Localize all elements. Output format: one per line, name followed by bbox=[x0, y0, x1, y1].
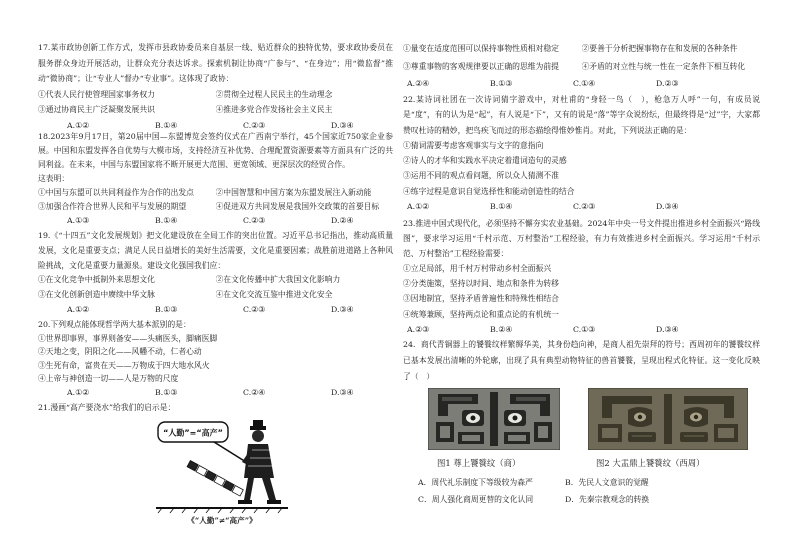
answer-b: B.①④ bbox=[155, 216, 178, 225]
answer-c: C.①④ bbox=[573, 79, 596, 88]
option-1: ①中国与东盟可以共同利益作为合作的出发点 bbox=[38, 188, 194, 197]
answer-c: C.②③ bbox=[243, 120, 266, 130]
option-2: ②要善于分析把握事物存在和发展的各种条件 bbox=[581, 44, 738, 53]
option-1: ①代表人民行使管理国家事务权力 bbox=[38, 89, 155, 99]
question-21-options bbox=[403, 40, 760, 93]
answer-c: C.②③ bbox=[243, 216, 266, 225]
answer-d: D.②④ bbox=[331, 216, 354, 225]
option-4: ④在文化交流互鉴中推进文化安全 bbox=[215, 290, 333, 300]
question-stem: 22.某诗词社团在一次诗词猜字游戏中，对杜甫的“身轻一鸟（ ），枪急万人呼”一句，有成员说是“度”，有的认为是“起”，有人说是“下”，又有的说是“落”等字众说纷纭，但最终得是“过”字，大家都赞叹杜诗的精妙，把鸟疾飞而过的形态描绘得惟妙惟肖。对此，下列说法正确的是： bbox=[403, 95, 760, 135]
option-1: ①量变在适度范围可以保持事物性质相对稳定 bbox=[403, 44, 559, 53]
comic-illustration bbox=[152, 416, 292, 516]
answer-a: A.①② bbox=[67, 304, 90, 314]
option-4: ④推进多党合作发扬社会主义民主 bbox=[215, 105, 333, 114]
question-stem: 23.推进中国式现代化，必须坚持不懈夯实农业基础。2024年中央一号文件提出推进乡村全面振兴“路线图”，要求学习运用“千村示范、万村整治”工程经验，有力有效推进乡村全面振兴。学习运用“千村示范、万村整治”工程经验需要： bbox=[403, 219, 760, 259]
answer-c: C.②③ bbox=[573, 202, 596, 212]
answer-b: B.①④ bbox=[490, 202, 513, 212]
question-stem: 21.漫画“高产要浇水”给我们的启示是： bbox=[38, 403, 176, 412]
question-21 bbox=[38, 401, 393, 415]
answer-c: C.②③ bbox=[243, 304, 266, 314]
option-list bbox=[403, 40, 760, 75]
answer-a: A.②③ bbox=[407, 324, 430, 334]
comic-sign-text: “人勤”=“高产” bbox=[163, 428, 223, 438]
option-4: ④促进双方共同发展是我国外交政策的首要目标 bbox=[215, 202, 380, 211]
answer-choices bbox=[38, 214, 393, 228]
answer-choices bbox=[403, 199, 760, 214]
answer-choices bbox=[38, 303, 393, 318]
option-1: ①世界即事界，事界则备安——头痛医头，脚痛医脚 bbox=[38, 333, 218, 343]
option-a: A．周代礼乐制度下等级较为森严 bbox=[418, 478, 533, 487]
answer-d: D.③④ bbox=[656, 202, 679, 212]
question-24 bbox=[403, 337, 760, 385]
option-list bbox=[38, 186, 393, 214]
answer-b: B.①③ bbox=[155, 387, 178, 397]
option-1: ①猜词需要考虑客观事实与文字的意指向 bbox=[403, 140, 544, 150]
option-1: ①在文化竞争中抵制外来思想文化 bbox=[38, 275, 155, 285]
answer-d: D.②③ bbox=[656, 79, 679, 88]
question-23 bbox=[403, 216, 760, 337]
figure-2-caption: 图2 大盂鼎上饕餮纹（西周） bbox=[596, 458, 705, 468]
option-1: ①立足局部，用千村万村带动乡村全面振兴 bbox=[403, 264, 552, 274]
option-c: C．周人强化商周更替的文化认同 bbox=[418, 495, 534, 504]
question-stem: 17.某市政协创新工作方式，发挥市县政协委员来自基层一线、贴近群众的独特优势，要求政协委员在服务群众身边开展活动，让群众充分表达诉求。探索机制让协商“广参与”、“在身边”；用“微监督”推动“微协商”；让“专业人”督办“专业事”。这体现了政协： bbox=[38, 43, 393, 83]
question-22 bbox=[403, 92, 760, 214]
option-3: ③尊重事物的客观规律要以正确的思维为前提 bbox=[403, 61, 559, 71]
answer-c: C.①③ bbox=[573, 324, 596, 334]
option-3: ③生死有命，富贵在天——万物成于四大地水风火 bbox=[38, 360, 210, 370]
option-list bbox=[403, 138, 760, 199]
question-stem: 20.下列观点能体现哲学两大基本派别的是： bbox=[38, 320, 191, 329]
figure-1-caption: 图1 尊上饕餮纹（商） bbox=[437, 458, 521, 468]
option-4: ④练字过程是意识自觉选择性和能动创造性的结合 bbox=[403, 186, 575, 196]
answer-a: A.①② bbox=[407, 202, 430, 212]
option-3: ③通过协商民主广泛凝聚发展共识 bbox=[38, 105, 155, 114]
answer-d: D.③④ bbox=[331, 120, 354, 130]
answer-a: A.①② bbox=[67, 120, 90, 130]
option-3: ③加强合作符合世界人民和平与发展的期望 bbox=[38, 202, 187, 211]
answer-a: A.①② bbox=[67, 387, 90, 397]
answer-choices bbox=[403, 322, 760, 337]
option-3: ③运用不同的观点看问题，所以众人猜测不准 bbox=[403, 171, 559, 181]
answer-b: B.②④ bbox=[490, 324, 513, 334]
question-stem-tail: 这表明： bbox=[38, 174, 70, 183]
question-stem: 24．商代青铜器上的饕餮纹样繁缛华美，其身份趋向神，是商人祖先崇拜的符号；西周初年的饕餮纹样已基本发展出清晰的外轮廓，出现了具有典型动物特征的兽首饕餮，呈现出程式化特征。这一变化反映了（ ） bbox=[403, 340, 760, 381]
answer-b: B.①④ bbox=[155, 120, 178, 130]
question-17 bbox=[38, 40, 393, 133]
option-2: ②在文化传播中扩大我国文化影响力 bbox=[215, 275, 341, 285]
question-stem: 19.《“十四五”文化发展规划》把文化建设放在全局工作的突出位置。习近平总书记指出，推动高质量发展，文化是重要支点；满足人民日益增长的美好生活需要，文化是重要因素；战胜前进道路上各种风险挑战，文化是重要力量源泉。建设文化强国我们应： bbox=[38, 231, 393, 270]
answer-a: A.②④ bbox=[407, 79, 430, 88]
answer-choices bbox=[38, 386, 393, 400]
option-list bbox=[38, 87, 393, 118]
option-4: ④上帝与神创造一切——人是万物的尺度 bbox=[38, 374, 179, 383]
option-list bbox=[38, 332, 393, 386]
option-2: ②诗人的才华和实践水平决定着遣词造句的灵感 bbox=[403, 156, 567, 166]
option-2: ②天地之变，阴阳之化——风幡不动，仁者心动 bbox=[38, 347, 202, 356]
answer-c: C.②④ bbox=[243, 387, 266, 397]
figure-2-taotie-western-zhou bbox=[588, 388, 748, 450]
option-4: ④矛盾的对立性与统一性在一定条件下相互转化 bbox=[581, 61, 746, 71]
answer-a: A.①③ bbox=[67, 216, 90, 225]
option-4: ④统筹兼顾，坚持两点论和重点论的有机统一 bbox=[403, 309, 559, 319]
option-3: ③在文化创新创造中赓续中华文脉 bbox=[38, 290, 155, 300]
question-stem: 18.2023年9月17日，第20届中国—东盟博览会签约仪式在广西南宁举行，45个国家近750家企业参展。中国和东盟发挥各自优势与大模市场，支持经济互补优势、合理配置资源要素等方面具有广泛的共同利益。在未来，中国与东盟国家将不断开展更大范围、更宽领域、更深层次的经贸合作。 bbox=[38, 132, 393, 169]
question-20 bbox=[38, 318, 393, 399]
option-3: ③因地制宜，坚持矛盾普遍性和特殊性相结合 bbox=[403, 294, 559, 304]
option-2: ②贯彻全过程人民民主的生动理念 bbox=[215, 89, 333, 99]
question-18 bbox=[38, 130, 393, 228]
question-19 bbox=[38, 229, 393, 318]
option-list bbox=[38, 273, 393, 303]
answer-d: D.③④ bbox=[656, 324, 679, 334]
option-d: D．先秦宗教观念的转换 bbox=[565, 495, 650, 504]
comic-caption: 《“人勤”≠“高产”》 bbox=[187, 516, 257, 525]
option-2: ②中国智慧和中国方案为东盟发展注入新动能 bbox=[215, 188, 372, 197]
answer-d: D.③④ bbox=[331, 387, 354, 397]
answer-b: B.①③ bbox=[155, 304, 178, 314]
figure-1-taotie-shang bbox=[428, 388, 560, 450]
option-2: ②分类施策，坚持以时间、地点和条件为转移 bbox=[403, 279, 559, 289]
answer-d: D.③④ bbox=[331, 304, 354, 314]
option-b: B．先民人文意识的觉醒 bbox=[565, 478, 649, 487]
option-list bbox=[403, 261, 760, 321]
answer-b: B.①③ bbox=[490, 79, 513, 88]
answer-choices bbox=[403, 75, 760, 93]
